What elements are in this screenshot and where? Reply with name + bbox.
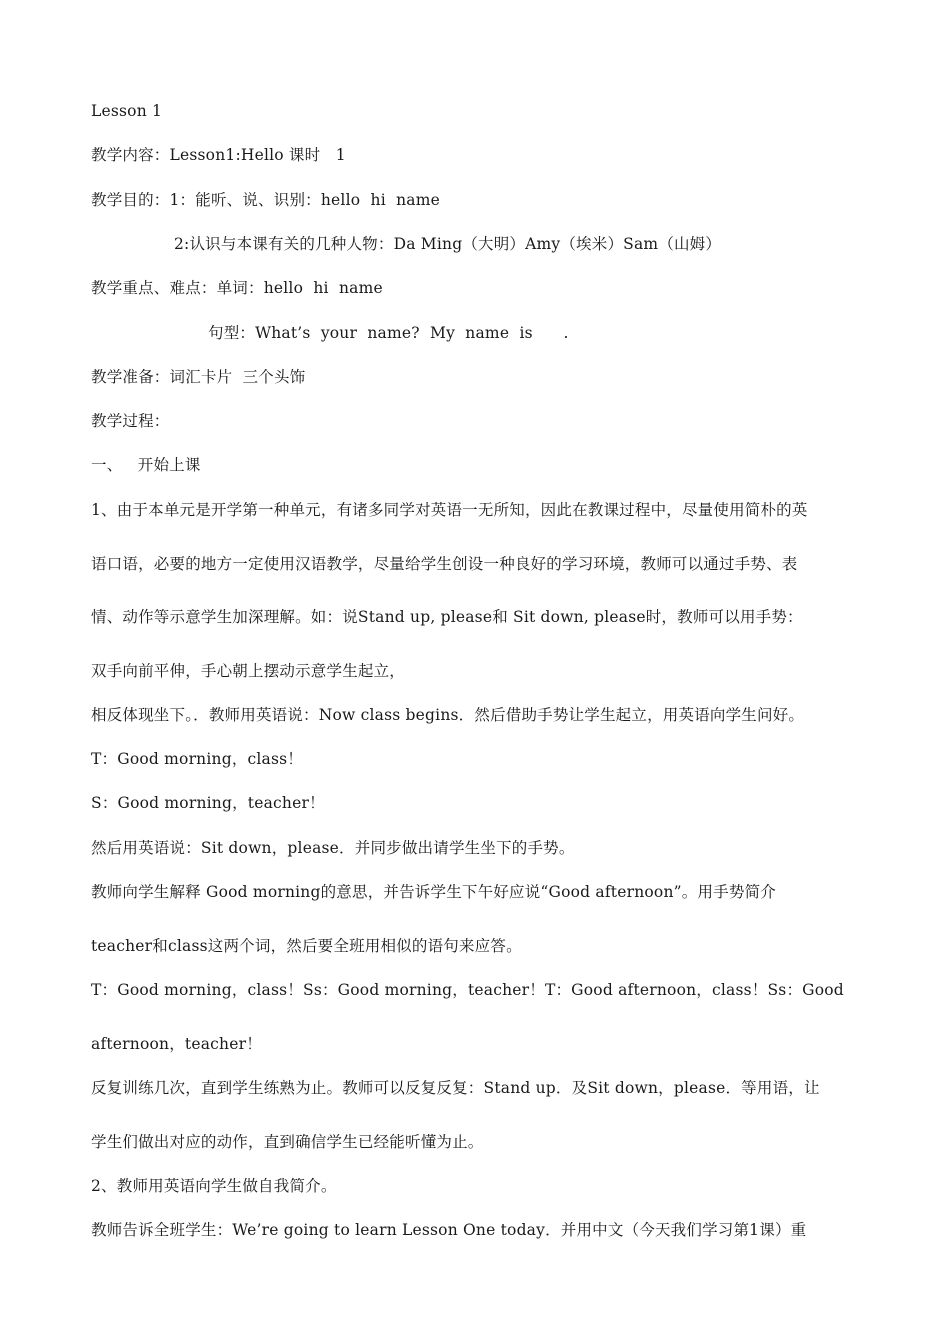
section-heading: 一、 开始上课	[91, 456, 201, 474]
text-line: 教学重点、难点：单词：hello hi name	[91, 279, 383, 297]
lesson-title: Lesson 1	[91, 102, 163, 120]
text-line: teacher和class这两个词，然后要全班用相似的语句来应答。	[91, 937, 522, 955]
dialogue-line: afternoon，teacher！	[91, 1035, 262, 1053]
text-line: 学生们做出对应的动作，直到确信学生已经能听懂为止。	[91, 1133, 484, 1151]
text-line: 句型：What’s your name? My name is .	[208, 324, 569, 342]
text-line: 然后用英语说：Sit down，please．并同步做出请学生坐下的手势。	[91, 839, 575, 857]
text-line: 2:认识与本课有关的几种人物：Da Ming（大明）Amy（埃米）Sam（山姆）	[174, 235, 722, 253]
text-line: 相反体现坐下。．教师用英语说：Now class begins．然后借助手势让学生起立，用英语向学生问好。	[91, 706, 805, 724]
text-line: 教学准备：词汇卡片 三个头饰	[91, 368, 306, 386]
text-line: 教学目的：1：能听、说、识别：hello hi name	[91, 191, 441, 209]
text-line: 反复训练几次，直到学生练熟为止。教师可以反复反复：Stand up．及Sit down，please．等用语，让	[91, 1079, 820, 1097]
dialogue-line: T：Good morning，class！Ss：Good morning，teacher！T：Good afternoon，class！Ss：Good	[91, 981, 844, 999]
text-line: 教师告诉全班学生：We’re going to learn Lesson One today．并用中文（今天我们学习第1课）重	[91, 1221, 807, 1239]
text-line: 情、动作等示意学生加深理解。如：说Stand up, please和 Sit down, please时，教师可以用手势：	[91, 608, 803, 626]
text-line: 教师向学生解释 Good morning的意思，并告诉学生下午好应说“Good afternoon”。用手势简介	[91, 883, 776, 901]
dialogue-line: S：Good morning，teacher！	[91, 794, 325, 812]
text-line: 教学内容：Lesson1:Hello 课时 1	[91, 146, 346, 164]
text-line: 双手向前平伸，手心朝上摆动示意学生起立，	[91, 662, 406, 680]
dialogue-line: T：Good morning，class！	[91, 750, 304, 768]
text-line: 2、教师用英语向学生做自我简介。	[91, 1177, 337, 1195]
text-line: 教学过程：	[91, 412, 170, 430]
text-line: 1、由于本单元是开学第一种单元，有诸多同学对英语一无所知，因此在教课过程中，尽量使用简朴的英	[91, 501, 808, 519]
text-line: 语口语，必要的地方一定使用汉语教学，尽量给学生创设一种良好的学习环境，教师可以通过手势、表	[91, 555, 798, 573]
